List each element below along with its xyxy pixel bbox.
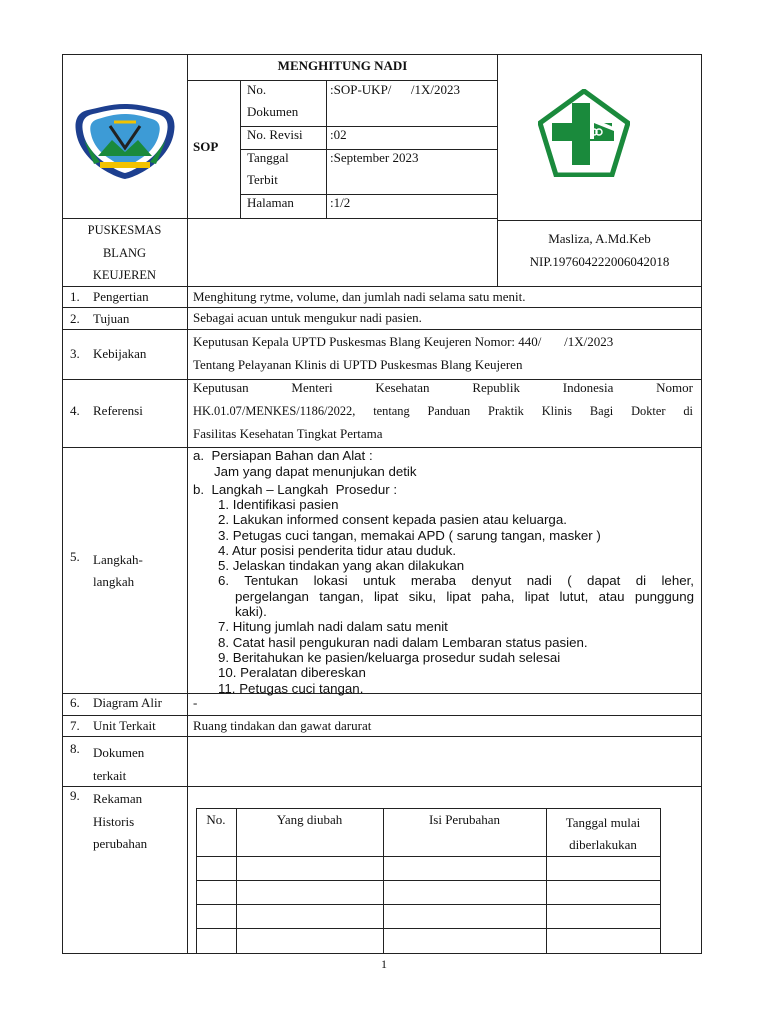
section-label-rekaman: Rekaman Historis perubahan	[93, 791, 148, 851]
section-label-langkah: Langkah- langkah	[93, 552, 143, 589]
section-no-3: 3.	[70, 346, 80, 361]
step-item: 11. Petugas cuci tangan.	[218, 680, 364, 696]
step-item: 7. Hitung jumlah nadi dalam satu menit	[218, 619, 448, 635]
step-item: 2. Lakukan informed consent kepada pasien atau keluarga.	[218, 512, 567, 528]
section-no-6: 6.	[70, 695, 80, 710]
meta-label-no-dokumen: No. Dokumen	[247, 82, 299, 119]
page-title: MENGHITUNG NADI	[277, 58, 408, 73]
signer-nip: NIP.197604222006042018	[529, 254, 670, 269]
kebijakan-line-2: Tentang Pelayanan Klinis di UPTD Puskesmas Blang Keujeren	[193, 357, 523, 372]
meta-value-no-dokumen: :SOP-UKP/ /1X/2023	[330, 82, 461, 97]
history-header-yang-diubah: Yang diubah	[276, 812, 343, 827]
puskesmas-logo	[538, 89, 630, 177]
step-item: 1. Identifikasi pasien	[218, 497, 339, 512]
unit-text: Ruang tindakan dan gawat darurat	[193, 718, 372, 733]
step-item: 4. Atur posisi penderita tidur atau duduk.	[218, 542, 457, 558]
section-label-kebijakan: Kebijakan	[93, 346, 147, 361]
step-item: 9. Beritahukan ke pasien/keluarga prosedur sudah selesai	[218, 649, 561, 665]
referensi-line-3: Fasilitas Kesehatan Tingkat Pertama	[193, 426, 383, 441]
section-label-referensi: Referensi	[93, 403, 143, 418]
history-header-tanggal: Tanggal mulai diberlakukan	[565, 815, 641, 852]
section-label-pengertian: Pengertian	[93, 289, 149, 304]
page-number: 1	[381, 957, 387, 971]
diagram-text: -	[193, 695, 198, 710]
step-item: 6. Tentukan lokasi untuk meraba denyut nadi ( dapat di leher,	[218, 573, 694, 589]
step-item: 3. Petugas cuci tangan, memakai APD ( sarung tangan, masker )	[218, 527, 601, 543]
meta-label-halaman: Halaman	[247, 195, 294, 210]
section-no-7: 7.	[70, 718, 80, 733]
langkah-a-title: a. Persiapan Bahan dan Alat :	[193, 448, 373, 463]
tujuan-text: Sebagai acuan untuk mengukur nadi pasien.	[193, 310, 422, 325]
step-item-continued: pergelangan tangan, lipat siku, lipat paha, lipat lutut, atau punggung	[235, 588, 694, 604]
meta-label-revisi: No. Revisi	[247, 127, 303, 142]
section-no-4: 4.	[70, 403, 80, 418]
pengertian-text: Menghitung rytme, volume, dan jumlah nadi selama satu menit.	[193, 289, 526, 304]
section-no-2: 2.	[70, 311, 80, 326]
section-no-9: 9.	[70, 788, 80, 803]
meta-value-tanggal: :September 2023	[330, 150, 419, 165]
section-no-5: 5.	[70, 549, 80, 564]
langkah-b-title: b. Langkah – Langkah Prosedur :	[193, 482, 398, 497]
step-item: 10. Peralatan dibereskan	[218, 665, 366, 681]
referensi-line-2: HK.01.07/MENKES/1186/2022, tentang Panduan Praktik Klinis Bagi Dokter di	[193, 404, 693, 418]
section-label-unit: Unit Terkait	[93, 718, 156, 733]
signer-name: Masliza, A.Md.Keb	[548, 231, 651, 246]
section-no-1: 1.	[70, 289, 80, 304]
section-label-dokumen: Dokumen terkait	[93, 745, 145, 783]
step-item: 5. Jelaskan tindakan yang akan dilakukan	[218, 558, 465, 574]
history-header-isi-perubahan: Isi Perubahan	[428, 812, 501, 827]
kabupaten-emblem	[70, 100, 180, 180]
institution-name: PUSKESMAS BLANG KEUJEREN	[87, 223, 162, 282]
sop-label: SOP	[193, 139, 219, 154]
step-item: 8. Catat hasil pengukuran nadi dalam Lembaran status pasien.	[218, 634, 588, 650]
kebijakan-line-1: Keputusan Kepala UPTD Puskesmas Blang Keujeren Nomor: 440/ /1X/2023	[193, 334, 614, 349]
referensi-line-1: Keputusan Menteri Kesehatan Republik Indonesia Nomor	[193, 380, 693, 395]
section-no-8: 8.	[70, 741, 80, 756]
meta-label-tanggal: Tanggal Terbit	[247, 150, 289, 187]
procedure-steps	[218, 497, 694, 696]
langkah-a-item: Jam yang dapat menunjukan detik	[214, 464, 417, 479]
section-label-tujuan: Tujuan	[93, 311, 130, 326]
history-header-no: No.	[206, 812, 226, 827]
meta-value-halaman: :1/2	[330, 195, 351, 210]
step-item-continued: kaki).	[235, 604, 267, 620]
section-label-diagram: Diagram Alir	[93, 695, 162, 710]
meta-value-revisi: :02	[330, 127, 347, 142]
